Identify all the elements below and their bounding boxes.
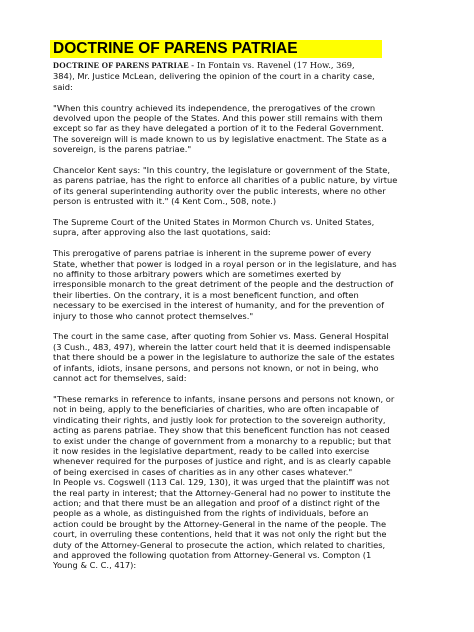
paragraph-line: injury to those who cannot protect themselves."	[53, 310, 254, 321]
paragraph-line: people as a whole, as distinguished from the rights of individuals, before an	[53, 508, 369, 519]
paragraph-line: whenever required for the purposes of justice and right, and is as clearly capable	[53, 456, 391, 467]
paragraph-line: that there should be a power in the legislature to authorize the sale of the estates	[53, 352, 395, 363]
document-body	[53, 60, 425, 581]
paragraph-line: This prerogative of parens patriae is inherent in the supreme power of every	[53, 248, 372, 259]
paragraph-line: The court in the same case, after quoting from Sohier vs. Mass. General Hospital	[53, 331, 389, 342]
paragraph-line: sovereign, is the parens patriae."	[53, 144, 192, 155]
paragraph-6	[53, 394, 425, 571]
paragraph-line: necessary to be exercised in the interest of humanity, and for the prevention of	[53, 300, 385, 311]
paragraph-1	[53, 103, 425, 155]
intro-paragraph	[53, 60, 425, 92]
paragraph-4	[53, 248, 425, 321]
paragraph-line: The Supreme Court of the United States in Mormon Church vs. United States,	[53, 217, 375, 228]
paragraph-line: to exist under the change of government from a monarchy to a republic; but that	[53, 435, 392, 446]
intro-text: In Fontain vs. Ravenel (17 How., 369,	[194, 60, 355, 70]
paragraph-2	[53, 165, 425, 207]
paragraph-line: "These remarks in reference to infants, insane persons and persons not known, or	[53, 393, 395, 404]
paragraph-line: Young & C. C., 417):	[53, 560, 137, 571]
paragraph-line: acting as parens patriae. They show that this beneficent function has not ceased	[53, 425, 390, 436]
intro-line-2: 384), Mr. Justice McLean, delivering the opinion of the court in a charity case,	[53, 71, 375, 82]
paragraph-line: of being exercised in cases of charities as in any other cases whatever."	[53, 466, 353, 477]
paragraph-line: action could be brought by the Attorney-General in the name of the people. The	[53, 518, 387, 529]
paragraph-line: of its general superintending authority over the public interests, where no other	[53, 185, 386, 196]
paragraph-line: The sovereign will is made known to us by legislative enactment. The State as a	[53, 133, 387, 144]
paragraph-line: vindicating their rights, and justly look for protection to the sovereign authority,	[53, 414, 386, 425]
intro-line-3: said:	[53, 81, 73, 92]
paragraph-line: duty of the Attorney-General to prosecute the action, which related to charities,	[53, 539, 386, 550]
paragraph-line: In People vs. Cogswell (113 Cal. 129, 130), it was urged that the plaintiff was not	[53, 477, 390, 488]
paragraph-line: of infants, idiots, insane persons, and persons not known, or not in being, who	[53, 362, 379, 373]
paragraph-line: as parens patriae, has the right to enforce all charities of a public nature, by virtue	[53, 175, 398, 186]
paragraph-line: the real party in interest; that the Attorney-General had no power to institute the	[53, 487, 391, 498]
paragraph-line: action; and that there must be an allegation and proof of a distinct right of the	[53, 497, 380, 508]
paragraph-line: irresponsible monarch to the great detriment of the people and the destruction of	[53, 279, 394, 290]
paragraph-line: (3 Cush., 483, 497), wherein the latter court held that it is deemed indispensable	[53, 341, 391, 352]
intro-lead: DOCTRINE OF PARENS PATRIAE -	[53, 61, 195, 70]
paragraph-line: supra, after approving also the last quotations, said:	[53, 227, 271, 238]
paragraph-line: cannot act for themselves, said:	[53, 373, 187, 384]
paragraph-line: it now resides in the legislative department, ready to be called into exercise	[53, 445, 370, 456]
intro-line-1	[53, 60, 425, 71]
paragraph-line: "When this country achieved its independence, the prerogatives of the crown	[53, 102, 376, 113]
paragraph-line: Chancelor Kent says: "In this country, the legislature or government of the State,	[53, 165, 391, 176]
page-title: DOCTRINE OF PARENS PATRIAE	[53, 40, 298, 57]
paragraph-line: not in being, apply to the beneficiaries of charities, who are often incapable of	[53, 404, 379, 415]
paragraph-line: their liberties. On the contrary, it is a most beneficent function, and often	[53, 289, 359, 300]
paragraph-line: no affinity to those arbitrary powers which are sometimes exerted by	[53, 269, 342, 280]
paragraph-line: and approved the following quotation from Attorney-General vs. Compton (1	[53, 550, 372, 560]
paragraph-line: court, in overruling these contentions, held that it was not only the right but the	[53, 529, 387, 540]
paragraph-line: State, whether that power is lodged in a royal person or in the legislature, and has	[53, 258, 397, 269]
paragraph-line: except so far as they have delegated a portion of it to the Federal Government.	[53, 123, 384, 134]
paragraph-line: person is entrusted with it." (4 Kent Com., 508, note.)	[53, 196, 277, 207]
paragraph-5	[53, 331, 425, 383]
paragraph-3	[53, 217, 425, 238]
paragraph-line: devolved upon the people of the States. And this power still remains with them	[53, 113, 383, 124]
